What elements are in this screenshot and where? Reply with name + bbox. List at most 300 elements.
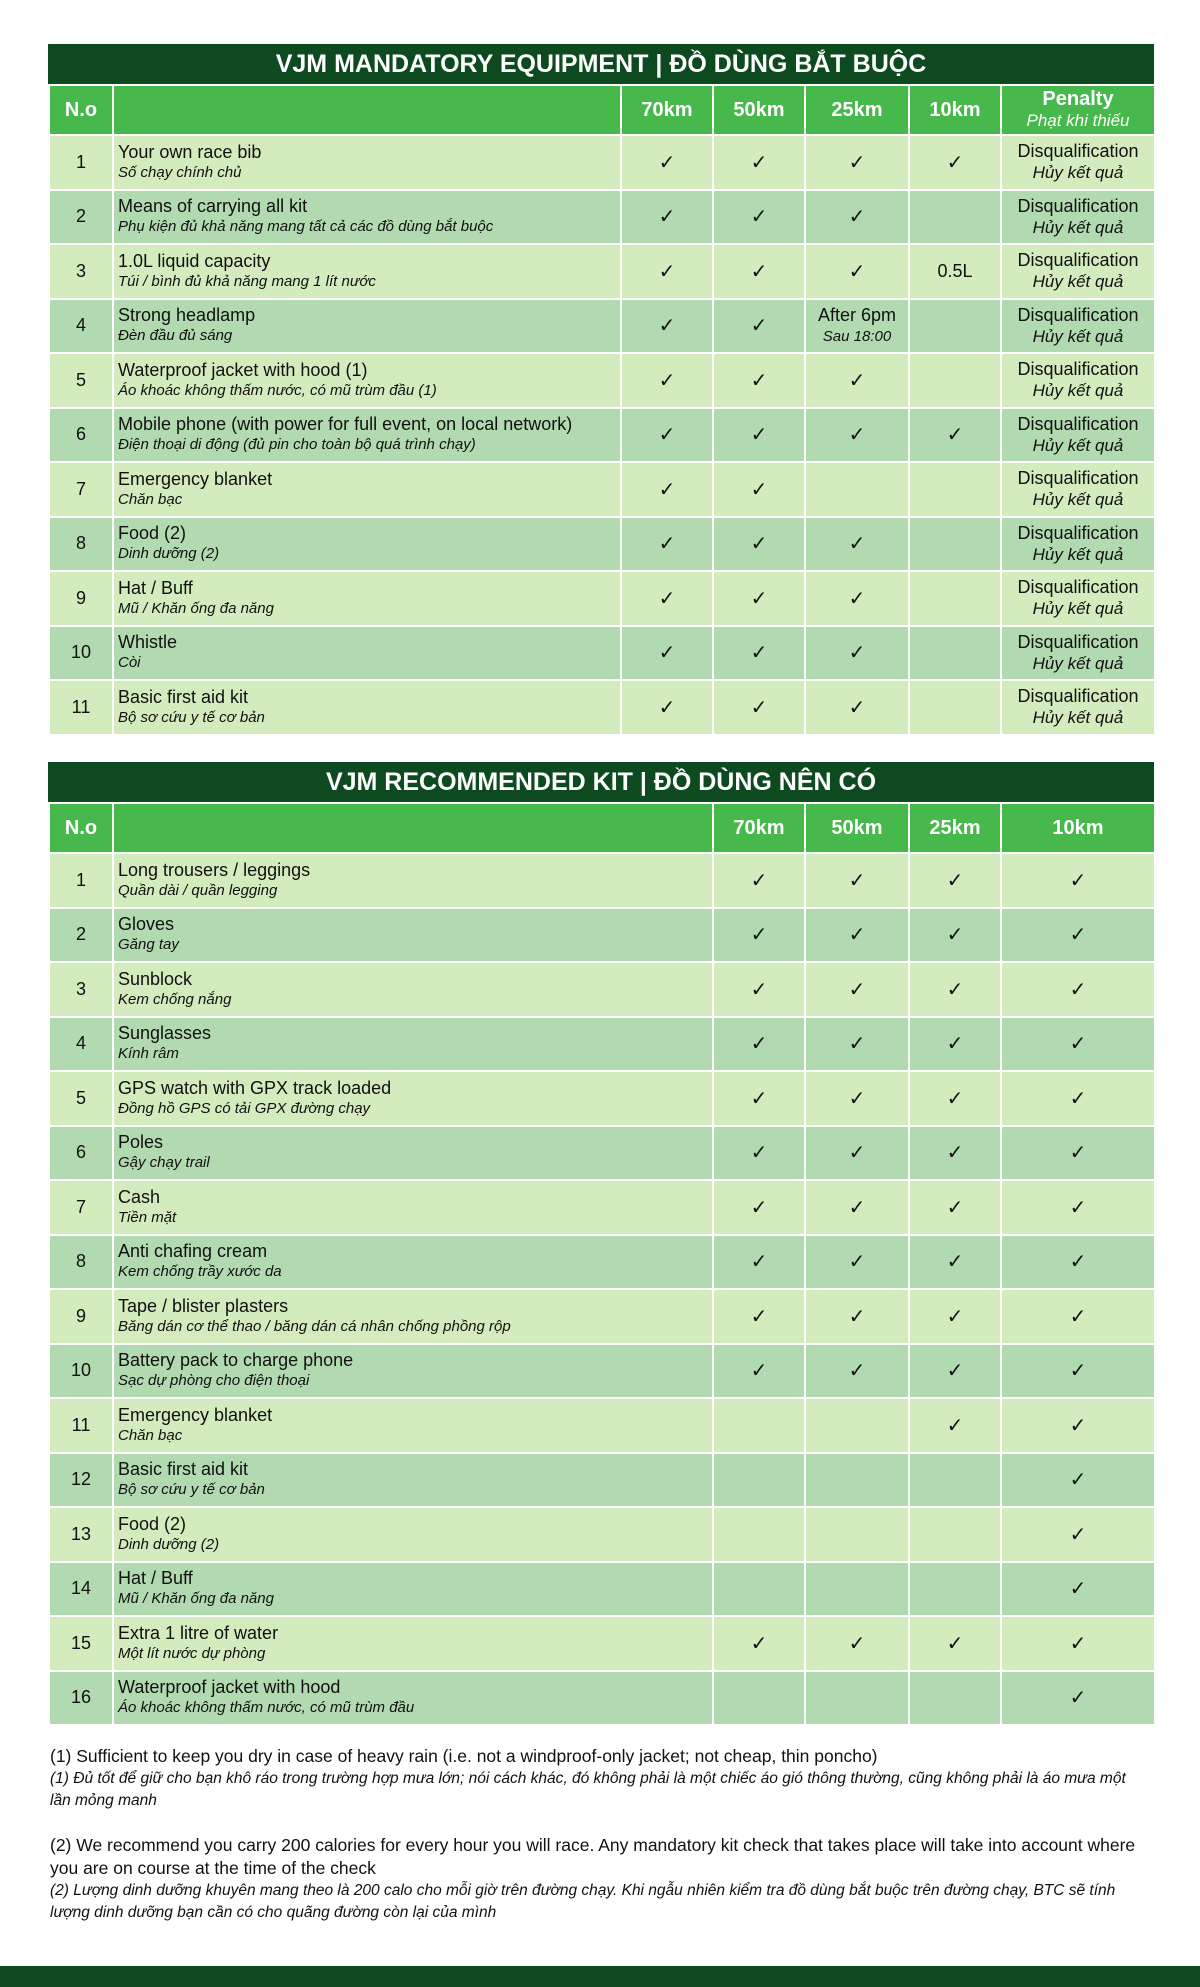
cell-km25 xyxy=(909,1453,1001,1508)
footnote-2-en: (2) We recommend you carry 200 calories for every hour you will race. Any mandatory kit check that takes place will take into account where you are on course at the time of the check xyxy=(50,1835,1136,1878)
cell-km10 xyxy=(1001,1398,1155,1453)
item-name-vi: Kem chống nắng xyxy=(118,990,232,1008)
cell-km25 xyxy=(805,244,909,299)
check-icon: ✓ xyxy=(1069,1630,1087,1655)
item-name-vi: Đồng hồ GPS có tải GPX đường chạy xyxy=(118,1099,371,1117)
check-icon: ✓ xyxy=(946,922,964,947)
row-number: 2 xyxy=(49,908,113,963)
table-row xyxy=(49,1017,1155,1072)
check-icon: ✓ xyxy=(750,1085,768,1110)
col-header-25km: 25km xyxy=(805,85,909,135)
cell-km50 xyxy=(805,962,909,1017)
check-icon: ✓ xyxy=(658,204,676,229)
cell-km50 xyxy=(713,680,805,735)
item-cell xyxy=(113,408,621,463)
item-cell xyxy=(113,190,621,245)
table-row xyxy=(49,1289,1155,1344)
item-cell xyxy=(113,1289,713,1344)
penalty-text: Disqualification xyxy=(1017,631,1139,652)
table-row xyxy=(49,462,1155,517)
row-number: 10 xyxy=(49,626,113,681)
cell-km50 xyxy=(713,299,805,354)
check-icon: ✓ xyxy=(750,1031,768,1056)
item-name-vi: Áo khoác không thấm nước, có mũ trùm đầu (1) xyxy=(118,381,437,399)
cell-km10 xyxy=(1001,1180,1155,1235)
table-row xyxy=(49,626,1155,681)
recommended-header-row xyxy=(49,803,1155,853)
cell-km25 xyxy=(805,462,909,517)
item-name-vi: Sạc dự phòng cho điện thoại xyxy=(118,1372,310,1390)
col-header-70km: 70km xyxy=(713,803,805,853)
item-name: Waterproof jacket with hood xyxy=(118,1677,341,1698)
cell-km25 xyxy=(909,1616,1001,1671)
cell-km10 xyxy=(1001,1616,1155,1671)
check-icon: ✓ xyxy=(848,640,866,665)
cell-km50 xyxy=(713,462,805,517)
cell-km25 xyxy=(805,135,909,190)
check-icon: ✓ xyxy=(750,640,768,665)
penalty-text: Disqualification xyxy=(1017,195,1139,216)
check-icon: ✓ xyxy=(946,867,964,892)
check-icon: ✓ xyxy=(946,1249,964,1274)
row-number: 2 xyxy=(49,190,113,245)
check-icon: ✓ xyxy=(946,422,964,447)
cell-km50 xyxy=(805,1235,909,1290)
item-name-vi: Tiền mặt xyxy=(118,1208,177,1226)
check-icon: ✓ xyxy=(750,367,768,392)
check-icon: ✓ xyxy=(946,1303,964,1328)
penalty-header-label-vi: Phạt khi thiếu xyxy=(1026,111,1130,130)
item-cell xyxy=(113,353,621,408)
col-header-penalty xyxy=(1001,85,1155,135)
col-header-10km: 10km xyxy=(1001,803,1155,853)
check-icon: ✓ xyxy=(848,1085,866,1110)
item-name-vi: Chăn bạc xyxy=(118,490,183,508)
check-icon: ✓ xyxy=(750,313,768,338)
penalty-cell xyxy=(1001,517,1155,572)
bottom-bar xyxy=(0,1966,1200,1987)
cell-km50 xyxy=(713,135,805,190)
item-name: Waterproof jacket with hood (1) xyxy=(118,359,368,380)
cell-km70 xyxy=(621,680,713,735)
item-name: Emergency blanket xyxy=(118,1404,273,1425)
check-icon: ✓ xyxy=(750,694,768,719)
cell-km10 xyxy=(909,299,1001,354)
table-row xyxy=(49,1671,1155,1726)
penalty-header-label: Penalty xyxy=(1042,88,1114,110)
item-name: Means of carrying all kit xyxy=(118,196,308,217)
item-name-vi: Điện thoại di động (đủ pin cho toàn bộ quá trình chạy) xyxy=(118,436,476,454)
row-number: 13 xyxy=(49,1507,113,1562)
cell-km70 xyxy=(713,1126,805,1181)
penalty-text-vi: Hủy kết quả xyxy=(1032,163,1124,183)
check-icon: ✓ xyxy=(1069,1412,1087,1437)
check-icon: ✓ xyxy=(658,640,676,665)
cell-km50 xyxy=(805,1616,909,1671)
row-number: 1 xyxy=(49,135,113,190)
cell-km70 xyxy=(621,299,713,354)
item-cell xyxy=(113,853,713,908)
cell-km50 xyxy=(805,1344,909,1399)
check-icon: ✓ xyxy=(750,149,768,174)
check-icon: ✓ xyxy=(848,976,866,1001)
item-name: Whistle xyxy=(118,632,178,653)
item-cell xyxy=(113,1562,713,1617)
cell-km50 xyxy=(713,571,805,626)
item-name-vi: Mũ / Khăn ống đa năng xyxy=(118,1590,274,1608)
cell-km50 xyxy=(713,244,805,299)
item-name: Battery pack to charge phone xyxy=(118,1350,354,1371)
item-name: Sunblock xyxy=(118,968,193,989)
cell-km10 xyxy=(909,190,1001,245)
row-number: 4 xyxy=(49,299,113,354)
check-icon: ✓ xyxy=(848,867,866,892)
col-header-50km: 50km xyxy=(713,85,805,135)
table-row xyxy=(49,1616,1155,1671)
cell-km50 xyxy=(805,1017,909,1072)
row-number: 6 xyxy=(49,1126,113,1181)
cell-km70 xyxy=(713,1398,805,1453)
item-name-vi: Số chạy chính chủ xyxy=(118,163,242,181)
check-icon: ✓ xyxy=(848,1031,866,1056)
item-cell xyxy=(113,244,621,299)
cell-km10 xyxy=(909,517,1001,572)
item-cell xyxy=(113,962,713,1017)
check-icon: ✓ xyxy=(658,422,676,447)
row-number: 8 xyxy=(49,1235,113,1290)
penalty-cell xyxy=(1001,626,1155,681)
cell-km10 xyxy=(909,462,1001,517)
mandatory-title: VJM MANDATORY EQUIPMENT | ĐỒ DÙNG BẮT BUỘC xyxy=(48,44,1154,84)
cell-km50 xyxy=(805,1507,909,1562)
check-icon: ✓ xyxy=(1069,1085,1087,1110)
check-icon: ✓ xyxy=(1069,1685,1087,1710)
cell-km10 xyxy=(909,571,1001,626)
cell-km25 xyxy=(805,408,909,463)
item-cell xyxy=(113,135,621,190)
item-cell xyxy=(113,626,621,681)
item-name: Basic first aid kit xyxy=(118,686,249,707)
table-row xyxy=(49,853,1155,908)
table-row xyxy=(49,680,1155,735)
item-cell xyxy=(113,1126,713,1181)
table-row xyxy=(49,353,1155,408)
check-icon: ✓ xyxy=(946,1085,964,1110)
penalty-cell xyxy=(1001,571,1155,626)
item-name: Long trousers / leggings xyxy=(118,859,311,880)
table-row xyxy=(49,1126,1155,1181)
check-icon: ✓ xyxy=(848,149,866,174)
item-cell xyxy=(113,1398,713,1453)
item-cell xyxy=(113,908,713,963)
check-icon: ✓ xyxy=(750,476,768,501)
check-icon: ✓ xyxy=(1069,1249,1087,1274)
cell-km70 xyxy=(713,1289,805,1344)
item-name-vi: Túi / bình đủ khả năng mang 1 lít nước xyxy=(118,272,376,290)
col-header-item xyxy=(113,85,621,135)
item-name: Hat / Buff xyxy=(118,1568,193,1589)
cell-km70 xyxy=(621,244,713,299)
item-name-vi: Bộ sơ cứu y tế cơ bản xyxy=(118,1481,265,1499)
cell-km70 xyxy=(621,626,713,681)
table-row xyxy=(49,1398,1155,1453)
cell-km70 xyxy=(621,517,713,572)
penalty-cell xyxy=(1001,190,1155,245)
footnote-2-vi: (2) Lượng dinh dưỡng khuyên mang theo là 200 calo cho mỗi giờ trên đường chạy. Khi ngẫu nhiên kiểm tra đồ dùng bắt buộc trên đường chạy, BTC sẽ tính lượng dinh dưỡng bạn cần có cho quãng đường còn lại của mình xyxy=(50,1882,1116,1921)
item-name: Poles xyxy=(118,1132,164,1153)
cell-km10 xyxy=(909,408,1001,463)
cell-km25 xyxy=(909,1398,1001,1453)
cell-km25 xyxy=(805,571,909,626)
penalty-text: Disqualification xyxy=(1017,359,1139,380)
cell-km10 xyxy=(1001,1507,1155,1562)
penalty-text-vi: Hủy kết quả xyxy=(1032,435,1124,455)
row-number: 12 xyxy=(49,1453,113,1508)
col-header-10km: 10km xyxy=(909,85,1001,135)
penalty-text: Disqualification xyxy=(1017,413,1139,434)
cell-km25 xyxy=(805,626,909,681)
cell-km25 xyxy=(805,190,909,245)
check-icon: ✓ xyxy=(1069,1358,1087,1383)
cell-km25 xyxy=(909,1017,1001,1072)
col-header-50km: 50km xyxy=(805,803,909,853)
cell-km25 xyxy=(909,1671,1001,1726)
cell-km25 xyxy=(909,1235,1001,1290)
check-icon: ✓ xyxy=(848,694,866,719)
check-icon: ✓ xyxy=(1069,867,1087,892)
item-name: Strong headlamp xyxy=(118,305,256,326)
cell-km10-value: 0.5L xyxy=(937,260,973,281)
row-number: 5 xyxy=(49,353,113,408)
cell-km25 xyxy=(805,353,909,408)
cell-km70 xyxy=(713,1180,805,1235)
cell-km50 xyxy=(805,1071,909,1126)
penalty-text-vi: Hủy kết quả xyxy=(1032,544,1124,564)
cell-km10 xyxy=(1001,1671,1155,1726)
penalty-cell xyxy=(1001,462,1155,517)
item-name-vi: Chăn bạc xyxy=(118,1426,183,1444)
check-icon: ✓ xyxy=(848,422,866,447)
cell-km10 xyxy=(1001,962,1155,1017)
item-cell xyxy=(113,1453,713,1508)
footnote-2 xyxy=(50,1834,1150,1924)
item-cell xyxy=(113,1507,713,1562)
cell-km10 xyxy=(1001,908,1155,963)
cell-km25 xyxy=(909,1507,1001,1562)
cell-km50 xyxy=(805,1126,909,1181)
check-icon: ✓ xyxy=(946,1630,964,1655)
item-name: Hat / Buff xyxy=(118,577,193,598)
cell-km50 xyxy=(805,1453,909,1508)
penalty-text: Disqualification xyxy=(1017,468,1139,489)
item-name-vi: Bộ sơ cứu y tế cơ bản xyxy=(118,708,265,726)
check-icon: ✓ xyxy=(946,149,964,174)
item-cell xyxy=(113,1344,713,1399)
item-name: Sunglasses xyxy=(118,1023,212,1044)
footnote-1-vi: (1) Đủ tốt để giữ cho bạn khô ráo trong trường hợp mưa lớn; nói cách khác, đó không phải là một chiếc áo gió thông thường, cũng không phải là áo mưa một lần mỏng manh xyxy=(50,1770,1126,1809)
check-icon: ✓ xyxy=(658,313,676,338)
item-cell xyxy=(113,1616,713,1671)
check-icon: ✓ xyxy=(848,1358,866,1383)
table-row xyxy=(49,190,1155,245)
penalty-text-vi: Hủy kết quả xyxy=(1032,326,1124,346)
row-number: 11 xyxy=(49,1398,113,1453)
penalty-text: Disqualification xyxy=(1017,522,1139,543)
row-number: 10 xyxy=(49,1344,113,1399)
item-cell xyxy=(113,1017,713,1072)
cell-km50 xyxy=(805,1671,909,1726)
check-icon: ✓ xyxy=(750,531,768,556)
check-icon: ✓ xyxy=(1069,1194,1087,1219)
item-name: Food (2) xyxy=(118,1513,187,1534)
penalty-text-vi: Hủy kết quả xyxy=(1032,708,1124,728)
penalty-cell xyxy=(1001,408,1155,463)
cell-km10 xyxy=(909,135,1001,190)
footnote-1-en: (1) Sufficient to keep you dry in case of heavy rain (i.e. not a windproof-only jacket; not cheap, thin poncho) xyxy=(50,1746,878,1766)
penalty-text: Disqualification xyxy=(1017,250,1139,271)
cell-km70 xyxy=(713,1507,805,1562)
cell-km25 xyxy=(909,962,1001,1017)
cell-km25 xyxy=(909,853,1001,908)
check-icon: ✓ xyxy=(750,867,768,892)
row-number: 7 xyxy=(49,1180,113,1235)
check-icon: ✓ xyxy=(750,976,768,1001)
table-row xyxy=(49,408,1155,463)
cell-km25 xyxy=(805,299,909,354)
cell-km25 xyxy=(909,1180,1001,1235)
cell-km25-value: After 6pm xyxy=(817,304,897,325)
row-number: 8 xyxy=(49,517,113,572)
table-row xyxy=(49,1180,1155,1235)
cell-km50 xyxy=(713,353,805,408)
item-name: Extra 1 litre of water xyxy=(118,1622,279,1643)
item-name-vi: Dinh dưỡng (2) xyxy=(118,1535,220,1553)
table-row xyxy=(49,1453,1155,1508)
cell-km10 xyxy=(909,626,1001,681)
cell-km70 xyxy=(713,1235,805,1290)
item-cell xyxy=(113,1671,713,1726)
cell-km10 xyxy=(1001,1344,1155,1399)
row-number: 5 xyxy=(49,1071,113,1126)
col-header-no: N.o xyxy=(49,85,113,135)
row-number: 3 xyxy=(49,962,113,1017)
row-number: 15 xyxy=(49,1616,113,1671)
item-cell xyxy=(113,571,621,626)
item-name: Tape / blister plasters xyxy=(118,1295,289,1316)
check-icon: ✓ xyxy=(658,585,676,610)
cell-km25 xyxy=(909,1071,1001,1126)
check-icon: ✓ xyxy=(658,476,676,501)
penalty-cell xyxy=(1001,353,1155,408)
item-cell xyxy=(113,1071,713,1126)
item-name: Food (2) xyxy=(118,523,187,544)
check-icon: ✓ xyxy=(1069,976,1087,1001)
cell-km70 xyxy=(713,1671,805,1726)
check-icon: ✓ xyxy=(946,976,964,1001)
check-icon: ✓ xyxy=(750,204,768,229)
check-icon: ✓ xyxy=(750,1140,768,1165)
item-cell xyxy=(113,517,621,572)
table-row xyxy=(49,517,1155,572)
item-name-vi: Băng dán cơ thể thao / băng dán cá nhân chống phồng rộp xyxy=(118,1317,511,1335)
cell-km10 xyxy=(1001,1017,1155,1072)
check-icon: ✓ xyxy=(848,1303,866,1328)
cell-km70 xyxy=(713,853,805,908)
check-icon: ✓ xyxy=(750,1358,768,1383)
table-row xyxy=(49,1344,1155,1399)
mandatory-table xyxy=(48,84,1156,736)
item-name: Emergency blanket xyxy=(118,468,273,489)
cell-km70 xyxy=(713,1562,805,1617)
check-icon: ✓ xyxy=(750,1194,768,1219)
cell-km70 xyxy=(713,1017,805,1072)
table-row xyxy=(49,299,1155,354)
check-icon: ✓ xyxy=(848,531,866,556)
item-name-vi: Mũ / Khăn ống đa năng xyxy=(118,599,274,617)
cell-km10 xyxy=(1001,853,1155,908)
cell-km50 xyxy=(805,1562,909,1617)
row-number: 3 xyxy=(49,244,113,299)
row-number: 9 xyxy=(49,571,113,626)
cell-km25-value-vi: Sau 18:00 xyxy=(822,327,892,345)
recommended-table xyxy=(48,802,1156,1726)
penalty-text: Disqualification xyxy=(1017,577,1139,598)
item-name: Cash xyxy=(118,1186,161,1207)
penalty-text-vi: Hủy kết quả xyxy=(1032,272,1124,292)
penalty-cell xyxy=(1001,299,1155,354)
item-name-vi: Kính râm xyxy=(118,1045,179,1063)
cell-km70 xyxy=(713,1453,805,1508)
cell-km10 xyxy=(909,244,1001,299)
row-number: 1 xyxy=(49,853,113,908)
cell-km70 xyxy=(713,1344,805,1399)
row-number: 9 xyxy=(49,1289,113,1344)
check-icon: ✓ xyxy=(750,258,768,283)
cell-km25 xyxy=(909,1126,1001,1181)
row-number: 16 xyxy=(49,1671,113,1726)
penalty-cell xyxy=(1001,680,1155,735)
check-icon: ✓ xyxy=(848,585,866,610)
check-icon: ✓ xyxy=(750,1303,768,1328)
cell-km10 xyxy=(1001,1126,1155,1181)
footnotes xyxy=(50,1745,1150,1946)
cell-km70 xyxy=(713,908,805,963)
check-icon: ✓ xyxy=(1069,1031,1087,1056)
item-name: Mobile phone (with power for full event, on local network) xyxy=(118,414,573,435)
penalty-text-vi: Hủy kết quả xyxy=(1032,217,1124,237)
check-icon: ✓ xyxy=(848,1194,866,1219)
mandatory-header-row xyxy=(49,85,1155,135)
item-name: GPS watch with GPX track loaded xyxy=(118,1077,392,1098)
cell-km10 xyxy=(909,353,1001,408)
check-icon: ✓ xyxy=(658,149,676,174)
item-name-vi: Đèn đầu đủ sáng xyxy=(118,327,233,345)
table-row xyxy=(49,1235,1155,1290)
item-name: Basic first aid kit xyxy=(118,1459,249,1480)
cell-km70 xyxy=(713,962,805,1017)
cell-km70 xyxy=(713,1071,805,1126)
row-number: 7 xyxy=(49,462,113,517)
check-icon: ✓ xyxy=(658,367,676,392)
penalty-text: Disqualification xyxy=(1017,686,1139,707)
table-row xyxy=(49,908,1155,963)
cell-km50 xyxy=(713,517,805,572)
check-icon: ✓ xyxy=(946,1358,964,1383)
item-name: Anti chafing cream xyxy=(118,1241,268,1262)
cell-km10 xyxy=(1001,1235,1155,1290)
check-icon: ✓ xyxy=(1069,1467,1087,1492)
cell-km25 xyxy=(909,1562,1001,1617)
